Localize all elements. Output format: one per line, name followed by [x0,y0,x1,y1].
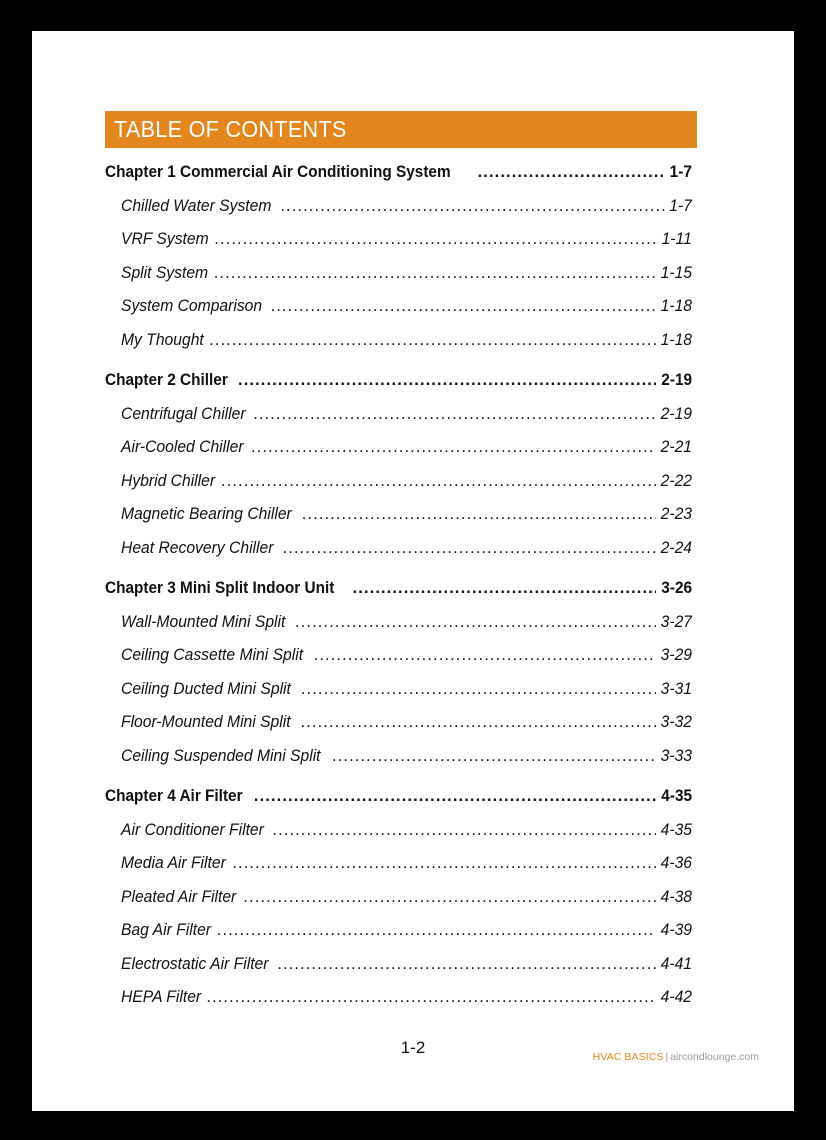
toc-chapter-label: Chapter 1 Commercial Air Conditioning System [105,164,451,181]
toc-chapter-page-number: 1-7 [669,164,692,181]
toc-section-label: My Thought [121,331,204,349]
toc-section-label: Wall-Mounted Mini Split [121,613,286,631]
toc-dot-leader [251,439,656,456]
toc-section-label: Split System [121,264,209,282]
toc-section-entry[interactable] [105,198,692,232]
toc-section-entry[interactable] [105,473,692,507]
toc-dot-leader [295,614,656,631]
toc-dot-leader [301,681,656,698]
toc-dot-leader [217,922,656,939]
toc-section-page-number: 1-11 [661,231,692,248]
toc-section-entry[interactable] [105,614,692,648]
toc-dot-leader [206,989,656,1006]
toc-section-entry[interactable] [105,439,692,473]
toc-dot-leader [214,265,656,282]
toc-dot-leader [232,855,656,872]
toc-dot-leader [302,506,656,523]
toc-section-page-number: 4-38 [660,888,692,906]
toc-section-entry[interactable] [105,714,692,748]
toc-section-label: Media Air Filter [121,855,226,872]
toc-section-entry[interactable] [105,540,692,574]
toc-section-label: Magnetic Bearing Chiller [121,506,292,523]
toc-dot-leader [282,540,655,557]
toc-section-page-number: 2-22 [660,472,692,490]
toc-section-entry[interactable] [105,647,692,681]
toc-section-page-number: 1-15 [660,264,692,282]
toc-chapter-entry[interactable] [105,164,692,198]
toc-dot-leader [214,231,657,248]
toc-section-page-number: 4-35 [660,821,692,839]
toc-section-label: Ceiling Cassette Mini Split [121,647,304,664]
toc-chapter-page-number: 3-26 [661,580,692,597]
toc-chapter-group [105,372,692,573]
toc-section-page-number: 1-7 [669,197,692,215]
toc-section-label: System Comparison [121,298,263,315]
toc-chapter-entry[interactable] [105,372,692,406]
footer-brand-separator: | [665,1051,669,1063]
toc-section-entry[interactable] [105,298,692,332]
toc-dot-leader [272,822,656,839]
toc-section-entry[interactable] [105,681,692,715]
toc-section-label: Bag Air Filter [121,922,212,939]
toc-dot-leader [243,889,656,906]
toc-chapter-page-number: 2-19 [661,372,692,389]
footer-brand-name: HVAC BASICS [592,1051,664,1063]
toc-section-entry[interactable] [105,956,692,990]
toc-chapter-label: Chapter 2 Chiller [105,372,228,389]
toc-section-entry[interactable] [105,506,692,540]
toc-section-page-number: 4-42 [660,989,692,1006]
toc-chapter-page-number: 4-35 [661,788,692,805]
toc-chapter-entry[interactable] [105,788,692,822]
toc-section-entry[interactable] [105,332,692,366]
toc-chapter-entry[interactable] [105,580,692,614]
table-of-contents-list [105,164,692,1023]
toc-section-label: Electrostatic Air Filter [121,955,269,973]
toc-section-page-number: 1-18 [660,298,692,315]
toc-chapter-group [105,580,692,781]
toc-section-entry[interactable] [105,231,692,265]
page-number: 1-2 [400,1038,426,1057]
footer-brand-website: aircondlounge.com [670,1051,759,1063]
toc-section-label: Chilled Water System [121,197,272,215]
toc-section-page-number: 3-32 [660,714,692,731]
toc-section-label: Air-Cooled Chiller [121,439,244,456]
toc-section-entry[interactable] [105,265,692,299]
toc-dot-leader [271,298,656,315]
toc-dot-leader [277,956,656,973]
toc-section-label: Ceiling Ducted Mini Split [121,680,291,698]
toc-chapter-group [105,164,692,365]
toc-dot-leader [314,647,656,664]
toc-section-entry[interactable] [105,889,692,923]
toc-section-page-number: 2-23 [660,506,692,523]
toc-section-label: Hybrid Chiller [121,472,216,490]
toc-section-page-number: 3-33 [660,747,692,765]
toc-section-page-number: 3-27 [660,613,692,631]
toc-section-entry[interactable] [105,406,692,440]
toc-section-entry[interactable] [105,922,692,956]
toc-section-entry[interactable] [105,855,692,889]
toc-section-page-number: 4-36 [660,855,692,872]
table-of-contents-banner [105,111,697,148]
toc-section-page-number: 2-19 [660,405,692,423]
toc-section-entry[interactable] [105,989,692,1023]
toc-section-label: Pleated Air Filter [121,888,237,906]
toc-section-page-number: 4-41 [660,955,692,973]
toc-section-page-number: 2-21 [660,439,692,456]
toc-dot-leader [254,788,656,805]
document-page [32,31,794,1111]
toc-chapter-group [105,788,692,1023]
toc-dot-leader [353,580,656,597]
toc-dot-leader [253,406,656,423]
toc-dot-leader [280,198,665,215]
toc-section-label: Floor-Mounted Mini Split [121,714,291,731]
toc-section-entry[interactable] [105,822,692,856]
toc-section-page-number: 4-39 [660,922,692,939]
toc-dot-leader [332,748,656,765]
toc-chapter-label: Chapter 4 Air Filter [105,788,243,805]
toc-section-page-number: 2-24 [660,539,692,557]
toc-section-label: Ceiling Suspended Mini Split [121,747,321,765]
toc-dot-leader [301,714,656,731]
toc-dot-leader [478,164,666,181]
toc-section-label: VRF System [121,231,209,248]
footer-brand [32,1052,794,1063]
toc-section-page-number: 1-18 [660,331,692,349]
toc-dot-leader [209,332,656,349]
toc-section-page-number: 3-29 [660,647,692,664]
toc-chapter-label: Chapter 3 Mini Split Indoor Unit [105,580,335,597]
toc-section-label: HEPA Filter [121,989,202,1006]
toc-section-label: Air Conditioner Filter [121,821,264,839]
toc-dot-leader [221,473,656,490]
toc-section-label: Heat Recovery Chiller [121,539,274,557]
toc-section-entry[interactable] [105,748,692,782]
toc-section-label: Centrifugal Chiller [121,405,246,423]
page-title: TABLE OF CONTENTS [114,116,347,142]
toc-dot-leader [238,372,656,389]
toc-section-page-number: 3-31 [660,680,692,698]
